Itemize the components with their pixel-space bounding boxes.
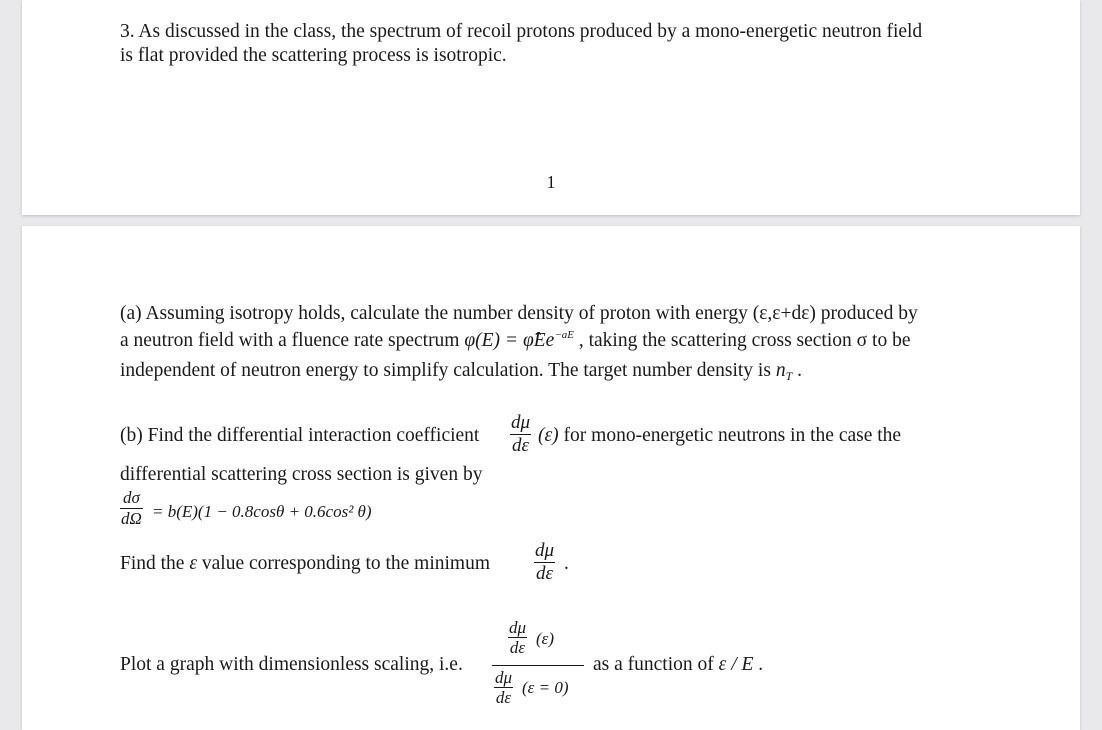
bottom-argument: (ε = 0) [522, 678, 569, 697]
plot-instruction-text: Plot a graph with dimensionless scaling, i.e. [120, 654, 463, 675]
find-pre: Find the [120, 553, 190, 574]
target-density-subscript: T [785, 369, 793, 383]
cross-section-rhs: = b(E)(1 − 0.8cosθ + 0.6cos² θ) [152, 502, 372, 521]
part-a-line-2-text: a neutron field with a fluence rate spectrum [120, 330, 465, 351]
part-a-line-2 [120, 329, 910, 355]
part-b-line-1-tail [538, 424, 901, 448]
epsilon-over-e: ε / E [718, 654, 754, 675]
part-b-line-2: differential scattering cross section is given by [120, 464, 483, 485]
top-argument: (ε) [536, 629, 555, 648]
problem-3-line-2: is flat provided the scattering process is isotropic. [120, 45, 507, 66]
dsigma-domega-fraction [120, 488, 143, 529]
problem-3-line-1: 3. As discussed in the class, the spectrum of recoil protons produced by a mono-energetic neutron field [120, 21, 923, 42]
frac-numerator: dμ [511, 412, 531, 433]
epsilon-argument: (ε) [538, 425, 559, 446]
top-dmu-de [508, 618, 527, 657]
main-fraction-bar [492, 665, 584, 666]
find-post: value corresponding to the minimum [197, 553, 491, 574]
frac-numerator: dμ [535, 540, 555, 561]
frac-denominator: dε [512, 435, 530, 456]
plot-post: as a function of [593, 654, 719, 675]
fluence-formula: φ(E) = φ̂Ee [464, 330, 555, 351]
bottom-dmu-de [494, 668, 513, 707]
frac-denominator: dε [495, 688, 512, 707]
target-density-symbol: n [775, 360, 786, 381]
part-a-line-1: (a) Assuming isotropy holds, calculate the number density of proton with energy (ε,ε+dε) produced by [120, 303, 918, 324]
fluence-exponent: −aE [554, 329, 574, 341]
find-minimum-text [120, 552, 490, 576]
part-a-line-2-tail: , taking the scattering cross section σ to be [573, 330, 911, 351]
plot-instruction-tail [593, 653, 763, 677]
part-a-line-3-end: . [792, 360, 802, 381]
dmu-de-fraction [510, 412, 531, 457]
find-end: . [564, 553, 569, 574]
part-a-line-3 [120, 359, 802, 384]
plot-end: . [753, 654, 764, 675]
frac-numerator: dμ [509, 618, 527, 637]
frac-denominator: dε [536, 563, 554, 584]
domega: dΩ [121, 509, 142, 528]
document-page-2 [22, 226, 1080, 730]
epsilon-symbol: ε [189, 553, 198, 574]
dimensionless-ratio [492, 618, 584, 718]
frac-numerator: dμ [495, 668, 513, 687]
frac-denominator: dε [509, 638, 526, 657]
page-number: 1 [546, 172, 556, 192]
part-b-line-1-post: for mono-energetic neutrons in the case the [558, 425, 902, 446]
document-page-1 [22, 0, 1080, 215]
part-b-line-1-text: (b) Find the differential interaction coefficient [120, 425, 480, 446]
dsigma: dσ [122, 488, 140, 507]
minimum-dmu-de-fraction [534, 540, 555, 585]
part-a-line-3-text: independent of neutron energy to simplify calculation. The target number density is [120, 360, 776, 381]
